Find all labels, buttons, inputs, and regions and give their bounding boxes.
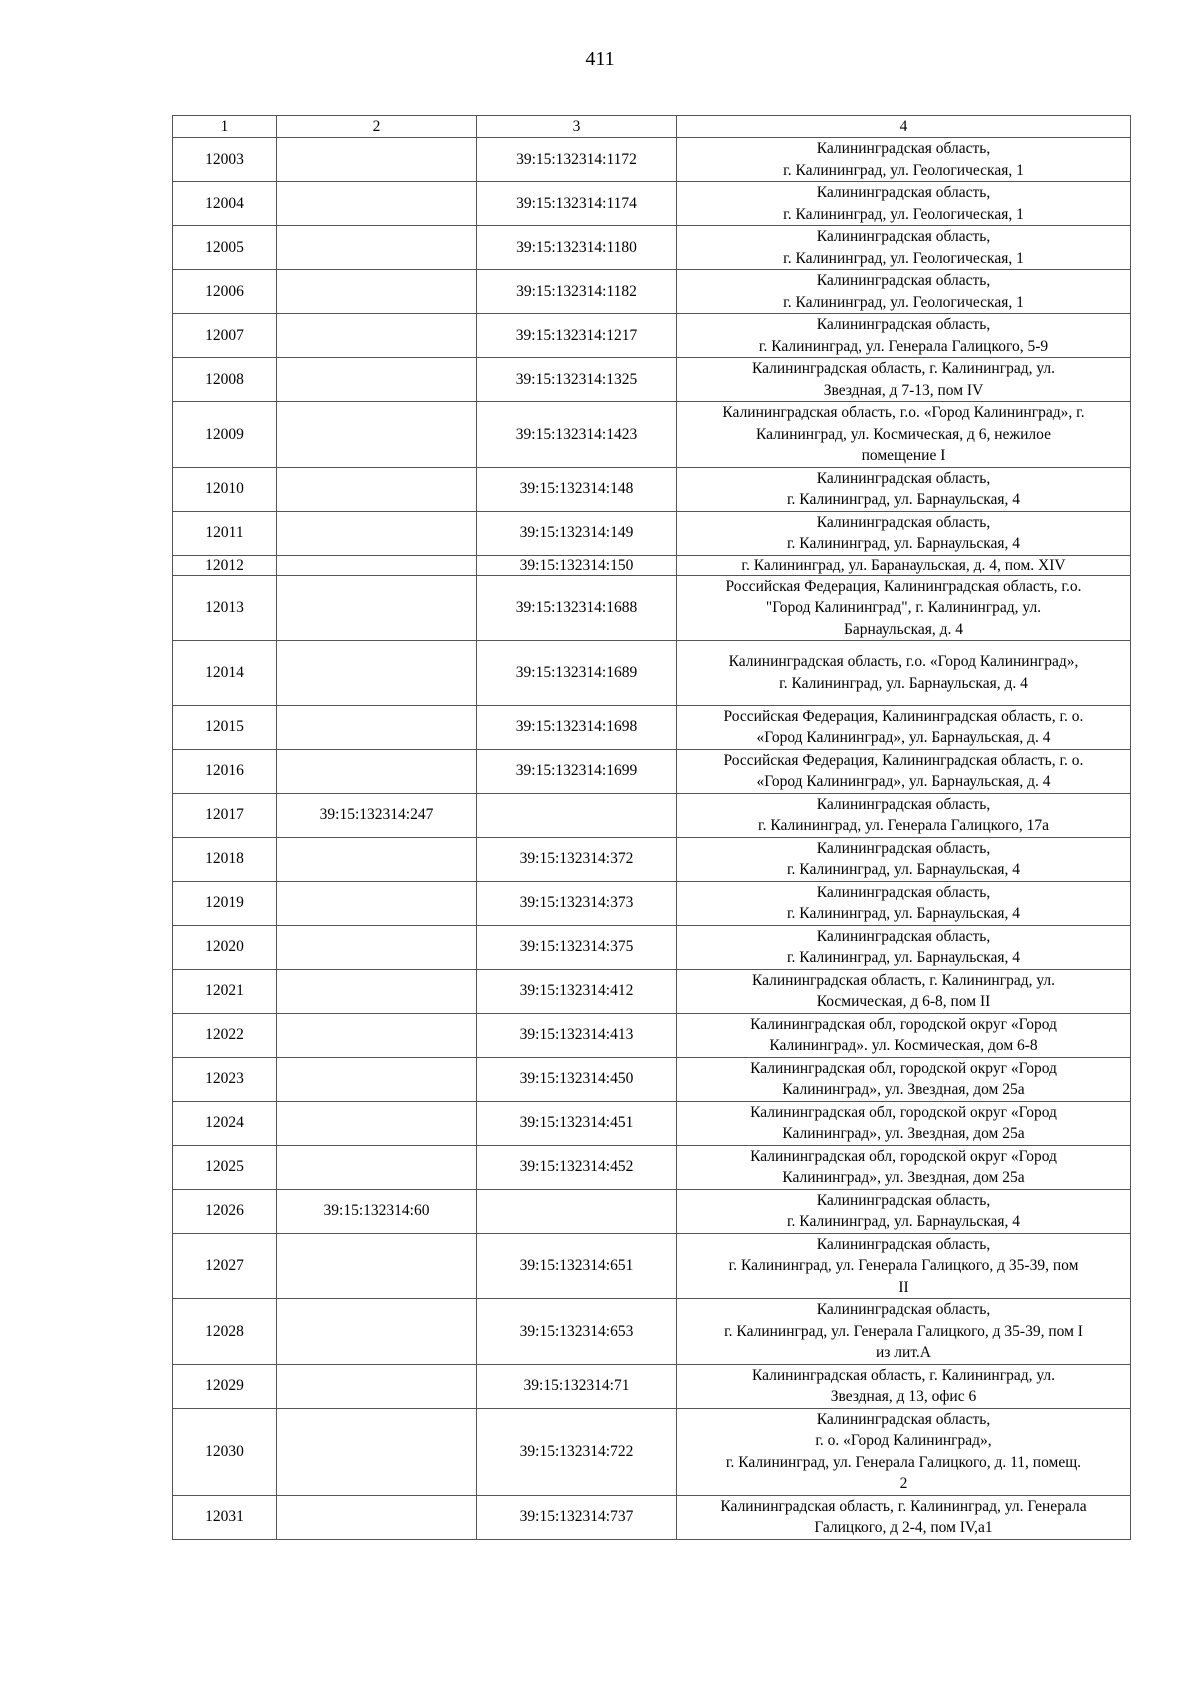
column-2-cell xyxy=(277,1101,477,1145)
table-row xyxy=(173,314,1131,358)
column-2-cell xyxy=(277,1364,477,1408)
table-row xyxy=(173,641,1131,706)
table-row xyxy=(173,1101,1131,1145)
table-row xyxy=(173,555,1131,575)
page-number: 411 xyxy=(585,48,615,70)
table-row xyxy=(173,1495,1131,1539)
table-row xyxy=(173,138,1131,182)
row-number-cell: 12003 xyxy=(173,138,277,182)
table-row xyxy=(173,1408,1131,1495)
cadastral-number-cell: 39:15:132314:451 xyxy=(477,1101,677,1145)
cadastral-number-cell: 39:15:132314:1172 xyxy=(477,138,677,182)
table-row xyxy=(173,1013,1131,1057)
cadastral-number-cell: 39:15:132314:1688 xyxy=(477,575,677,641)
cadastral-number-cell: 39:15:132314:149 xyxy=(477,511,677,555)
address-cell: Калининградская область, г. Калининград, ул. Генерала Галицкого, 17а xyxy=(677,793,1131,837)
table-row xyxy=(173,182,1131,226)
address-cell: Калининградская область, г. Калининград, ул. Генерала Галицкого, 5-9 xyxy=(677,314,1131,358)
row-number-cell: 12014 xyxy=(173,641,277,706)
cadastral-number-cell: 39:15:132314:71 xyxy=(477,1364,677,1408)
row-number-cell: 12024 xyxy=(173,1101,277,1145)
address-cell: Российская Федерация, Калининградская область, г.о. "Город Калининград", г. Калининград, ул. Барнаульская, д. 4 xyxy=(677,575,1131,641)
column-2-cell xyxy=(277,969,477,1013)
row-number-cell: 12026 xyxy=(173,1189,277,1233)
cadastral-number-cell: 39:15:132314:373 xyxy=(477,881,677,925)
address-cell: Калининградская обл, городской округ «Город Калининград». ул. Космическая, дом 6-8 xyxy=(677,1013,1131,1057)
address-cell: Калининградская область, г. Калининград, ул. Геологическая, 1 xyxy=(677,226,1131,270)
row-number-cell: 12019 xyxy=(173,881,277,925)
cadastral-number-cell: 39:15:132314:1180 xyxy=(477,226,677,270)
row-number-cell: 12005 xyxy=(173,226,277,270)
row-number-cell: 12025 xyxy=(173,1145,277,1189)
row-number-cell: 12013 xyxy=(173,575,277,641)
row-number-cell: 12012 xyxy=(173,555,277,575)
row-number-cell: 12027 xyxy=(173,1233,277,1299)
column-2-cell xyxy=(277,575,477,641)
row-number-cell: 12015 xyxy=(173,705,277,749)
table-row xyxy=(173,270,1131,314)
address-cell: Калининградская область, г. Калининград, ул. Генерала Галицкого, д 35-39, пом II xyxy=(677,1233,1131,1299)
table-row xyxy=(173,749,1131,793)
row-number-cell: 12029 xyxy=(173,1364,277,1408)
address-cell: Калининградская область, г. Калининград, ул. Генерала Галицкого, д 2-4, пом IV,а1 xyxy=(677,1495,1131,1539)
row-number-cell: 12021 xyxy=(173,969,277,1013)
table-row xyxy=(173,1057,1131,1101)
column-2-cell xyxy=(277,749,477,793)
cadastral-number-cell: 39:15:132314:150 xyxy=(477,555,677,575)
table-body xyxy=(173,138,1131,1540)
cadastral-number-cell: 39:15:132314:372 xyxy=(477,837,677,881)
table-row xyxy=(173,511,1131,555)
cadastral-number-cell: 39:15:132314:737 xyxy=(477,1495,677,1539)
address-cell: Калининградская обл, городской округ «Город Калининград», ул. Звездная, дом 25а xyxy=(677,1145,1131,1189)
row-number-cell: 12022 xyxy=(173,1013,277,1057)
table-row xyxy=(173,402,1131,468)
column-2-cell xyxy=(277,467,477,511)
table-row xyxy=(173,925,1131,969)
cadastral-number-cell: 39:15:132314:1423 xyxy=(477,402,677,468)
cadastral-number-cell: 39:15:132314:722 xyxy=(477,1408,677,1495)
table-row xyxy=(173,575,1131,641)
address-cell: Калининградская обл, городской округ «Город Калининград», ул. Звездная, дом 25а xyxy=(677,1101,1131,1145)
table-row xyxy=(173,705,1131,749)
header-cell: 3 xyxy=(477,116,677,138)
address-cell: Калининградская область, г. Калининград, ул. Барнаульская, 4 xyxy=(677,1189,1131,1233)
address-cell: Калининградская область, г. Калининград, ул. Барнаульская, 4 xyxy=(677,881,1131,925)
column-2-cell xyxy=(277,1013,477,1057)
column-2-cell: 39:15:132314:247 xyxy=(277,793,477,837)
cadastral-number-cell xyxy=(477,793,677,837)
table-row xyxy=(173,467,1131,511)
cadastral-number-cell: 39:15:132314:450 xyxy=(477,1057,677,1101)
column-2-cell xyxy=(277,1145,477,1189)
table-row xyxy=(173,1145,1131,1189)
column-2-cell xyxy=(277,1057,477,1101)
row-number-cell: 12009 xyxy=(173,402,277,468)
address-cell: Калининградская область, г. Калининград, ул. Звездная, д 7-13, пом IV xyxy=(677,358,1131,402)
address-cell: Калининградская область, г. Калининград, ул. Космическая, д 6-8, пом II xyxy=(677,969,1131,1013)
address-cell: Калининградская область, г. Калининград, ул. Геологическая, 1 xyxy=(677,138,1131,182)
table-row xyxy=(173,226,1131,270)
address-cell: Калининградская область, г. Калининград, ул. Генерала Галицкого, д 35-39, пом I из лит.А xyxy=(677,1299,1131,1365)
column-2-cell xyxy=(277,1233,477,1299)
cadastral-number-cell: 39:15:132314:412 xyxy=(477,969,677,1013)
cadastral-number-cell: 39:15:132314:653 xyxy=(477,1299,677,1365)
table-row xyxy=(173,969,1131,1013)
row-number-cell: 12004 xyxy=(173,182,277,226)
table-row xyxy=(173,1364,1131,1408)
cadastral-number-cell: 39:15:132314:413 xyxy=(477,1013,677,1057)
row-number-cell: 12031 xyxy=(173,1495,277,1539)
cadastral-number-cell: 39:15:132314:1174 xyxy=(477,182,677,226)
column-2-cell xyxy=(277,402,477,468)
table-row xyxy=(173,837,1131,881)
column-2-cell xyxy=(277,641,477,706)
row-number-cell: 12010 xyxy=(173,467,277,511)
column-2-cell xyxy=(277,182,477,226)
column-2-cell xyxy=(277,555,477,575)
cadastral-number-cell: 39:15:132314:1182 xyxy=(477,270,677,314)
row-number-cell: 12008 xyxy=(173,358,277,402)
row-number-cell: 12017 xyxy=(173,793,277,837)
cadastral-number-cell: 39:15:132314:1325 xyxy=(477,358,677,402)
column-2-cell xyxy=(277,925,477,969)
address-cell: Калининградская область, г. Калининград, ул. Звездная, д 13, офис 6 xyxy=(677,1364,1131,1408)
address-cell: Калининградская область, г. Калининград, ул. Барнаульская, 4 xyxy=(677,925,1131,969)
cadastral-number-cell: 39:15:132314:375 xyxy=(477,925,677,969)
cadastral-number-cell: 39:15:132314:651 xyxy=(477,1233,677,1299)
column-2-cell xyxy=(277,881,477,925)
table-row xyxy=(173,1299,1131,1365)
table-row xyxy=(173,793,1131,837)
row-number-cell: 12011 xyxy=(173,511,277,555)
address-cell: Калининградская область, г. Калининград, ул. Барнаульская, 4 xyxy=(677,511,1131,555)
address-cell: Калининградская область, г. Калининград, ул. Геологическая, 1 xyxy=(677,182,1131,226)
address-cell: Калининградская область, г. Калининград, ул. Геологическая, 1 xyxy=(677,270,1131,314)
column-2-cell xyxy=(277,705,477,749)
cadastral-number-cell: 39:15:132314:1699 xyxy=(477,749,677,793)
column-2-cell xyxy=(277,1299,477,1365)
header-cell: 2 xyxy=(277,116,477,138)
address-cell: Калининградская область, г.о. «Город Калининград», г. Калининград, ул. Космическая, д 6, нежилое помещение I xyxy=(677,402,1131,468)
row-number-cell: 12016 xyxy=(173,749,277,793)
column-2-cell xyxy=(277,837,477,881)
address-cell: г. Калининград, ул. Баранаульская, д. 4, пом. XIV xyxy=(677,555,1131,575)
header-cell: 4 xyxy=(677,116,1131,138)
table-row xyxy=(173,1189,1131,1233)
address-cell: Калининградская область, г. Калининград, ул. Барнаульская, 4 xyxy=(677,837,1131,881)
address-cell: Калининградская область, г.о. «Город Калининград», г. Калининград, ул. Барнаульская, д. 4 xyxy=(677,641,1131,706)
column-2-cell xyxy=(277,511,477,555)
column-2-cell xyxy=(277,138,477,182)
column-2-cell xyxy=(277,1495,477,1539)
cadastral-number-cell xyxy=(477,1189,677,1233)
address-cell: Калининградская область, г. Калининград, ул. Барнаульская, 4 xyxy=(677,467,1131,511)
row-number-cell: 12018 xyxy=(173,837,277,881)
cadastral-number-cell: 39:15:132314:1689 xyxy=(477,641,677,706)
row-number-cell: 12030 xyxy=(173,1408,277,1495)
cadastral-number-cell: 39:15:132314:1217 xyxy=(477,314,677,358)
column-2-cell xyxy=(277,270,477,314)
table-row xyxy=(173,358,1131,402)
registry-table xyxy=(172,115,1131,1540)
row-number-cell: 12020 xyxy=(173,925,277,969)
column-2-cell xyxy=(277,358,477,402)
cadastral-number-cell: 39:15:132314:452 xyxy=(477,1145,677,1189)
table-row xyxy=(173,881,1131,925)
row-number-cell: 12023 xyxy=(173,1057,277,1101)
row-number-cell: 12028 xyxy=(173,1299,277,1365)
header-cell: 1 xyxy=(173,116,277,138)
column-2-cell: 39:15:132314:60 xyxy=(277,1189,477,1233)
cadastral-number-cell: 39:15:132314:148 xyxy=(477,467,677,511)
address-cell: Калининградская обл, городской округ «Город Калининград», ул. Звездная, дом 25а xyxy=(677,1057,1131,1101)
column-2-cell xyxy=(277,1408,477,1495)
row-number-cell: 12007 xyxy=(173,314,277,358)
address-cell: Российская Федерация, Калининградская область, г. о. «Город Калининград», ул. Барнаульская, д. 4 xyxy=(677,705,1131,749)
header-row xyxy=(173,116,1131,138)
row-number-cell: 12006 xyxy=(173,270,277,314)
column-2-cell xyxy=(277,226,477,270)
cadastral-number-cell: 39:15:132314:1698 xyxy=(477,705,677,749)
table-row xyxy=(173,1233,1131,1299)
address-cell: Калининградская область, г. о. «Город Калининград», г. Калининград, ул. Генерала Галицкого, д. 11, помещ. 2 xyxy=(677,1408,1131,1495)
column-2-cell xyxy=(277,314,477,358)
address-cell: Российская Федерация, Калининградская область, г. о. «Город Калининград», ул. Барнаульская, д. 4 xyxy=(677,749,1131,793)
